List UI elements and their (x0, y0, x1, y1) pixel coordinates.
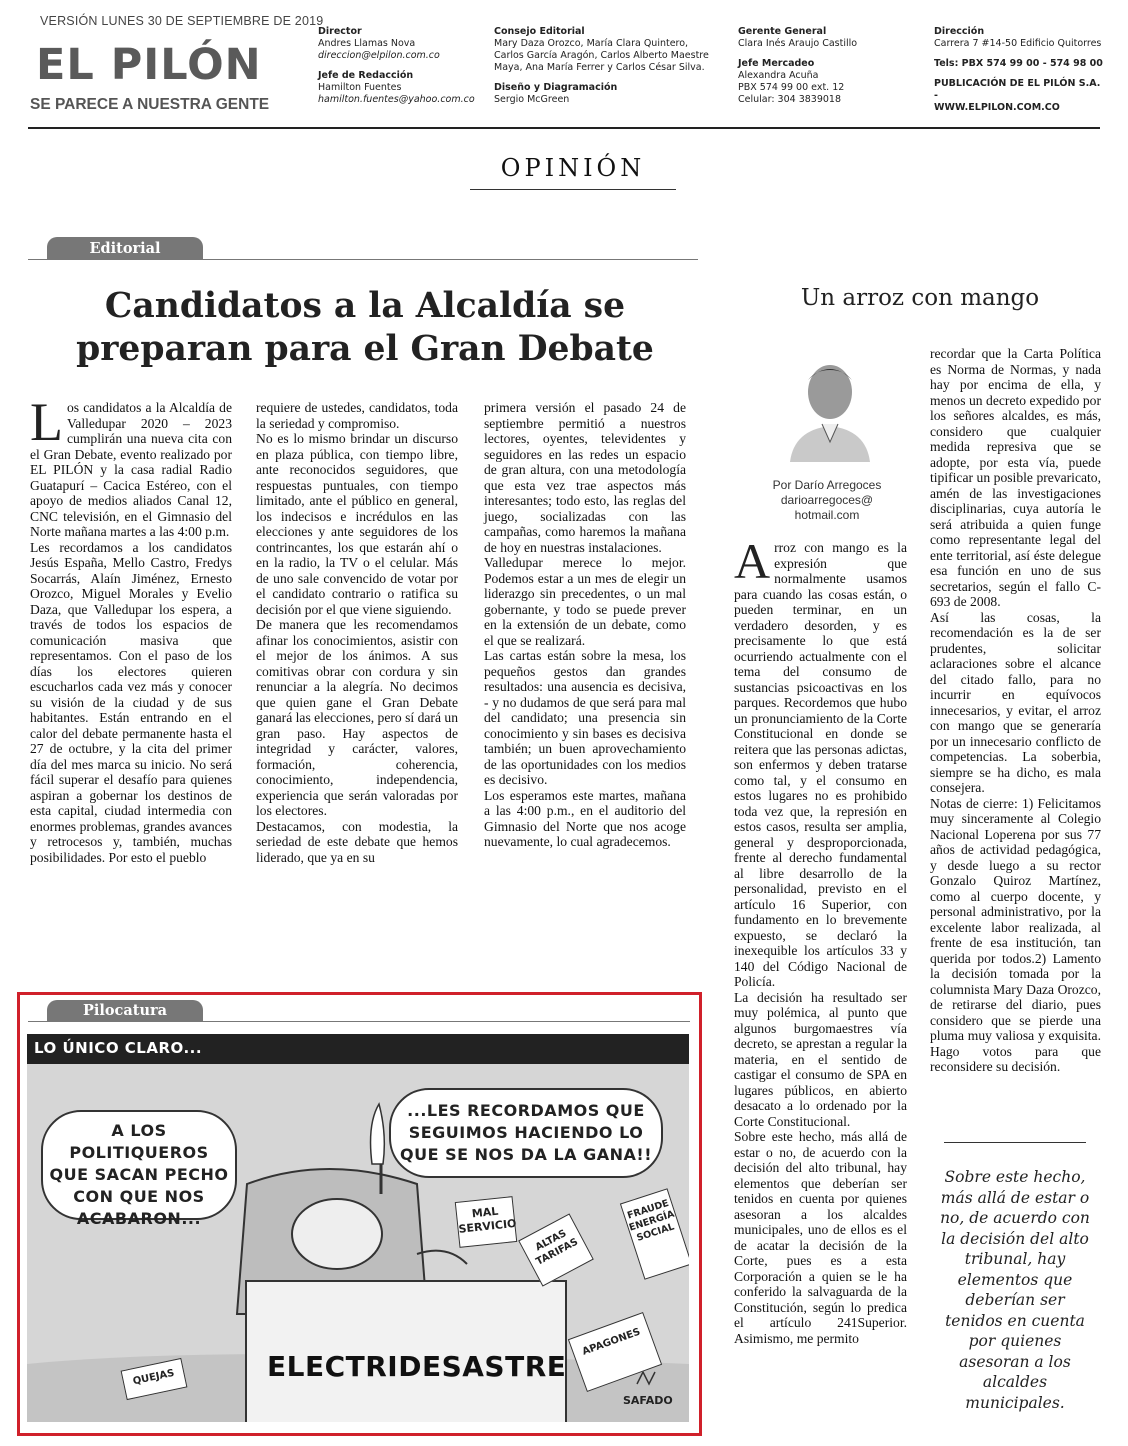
speech-bubble-right (389, 1088, 663, 1178)
section-rule (470, 189, 676, 190)
paper-altas-tarifas: ALTAS TARIFAS (518, 1213, 594, 1286)
editorial-column-1 (30, 392, 232, 865)
bubble-right-line: QUE SE NOS DA LA GANA!! (400, 1145, 652, 1164)
bubble-left-line: QUE SACAN PECHO (49, 1165, 229, 1184)
paper-apagones: APAGONES (568, 1312, 662, 1392)
mercadeo-cel: Celular: 304 3839018 (738, 94, 842, 105)
masthead-rule (28, 127, 1100, 129)
staff-consejo (494, 26, 724, 106)
gerente-title: Gerente General (738, 26, 827, 37)
editorial-paragraph: Valledupar merece lo mejor. Podemos estar a un mes de elegir un liderazgo sin precedentes, o un mal gobernante, y todo se puede prever en la extensión de un debate, como el que se realizará. (484, 555, 686, 648)
editorial-paragraph: requiere de ustedes, candidatos, toda la seriedad y compromiso. (256, 400, 458, 431)
headline-line-2: preparan para el Gran Debate (76, 329, 654, 369)
cartoonist-signature: SAFADO (623, 1394, 673, 1407)
column-paragraph: Notas de cierre: 1) Felicitamos muy sinceramente al Colegio Nacional Loperena por sus 77 años de actividad pedagógica, y desde luego a su rector Gonzalo Quiroz Martínez, como al cuerpo docente, y personal administrativo, por la excelente labor realizada, al frente de esa institución, tan querida por todos.2) Lamento la decisión tomada por la columnista Mary Daza Orozco, de retirarse del diario, pues considero que se pierde una pluma muy valiosa y exquisita. Hago votos para que reconsidere su decisión. (930, 795, 1101, 1074)
mercadeo-title: Jefe Mercadeo (738, 58, 815, 69)
logo-tagline: SE PARECE A NUESTRA GENTE (30, 96, 270, 113)
editorial-paragraph: De manera que les recomendamos afinar los conocimientos, asistir con el mejor de los ánimos. A sus comitivas obrar con cordura y sin renunciar a la alegría. No decimos que quien gane el Gran Debate ganará las elecciones, pero sí dará un gran paso. Hay aspectos de integridad y carácter, valores, formación, coherencia, conocimiento, independencia, experiencia que serán valoradas por los electores. (256, 617, 458, 818)
cartoon-image (27, 1034, 689, 1422)
column-paragraph: Sobre este hecho, más allá de estar o no, de acuerdo con la decisión del alto tribunal, hay elementos que deberían ser tenidos en cuenta por quienes asesoran a los alcaldes municipales, uno de ellos es el de acatar la decisión de la Corte, pues es a esta Corporación a quien se le ha conferido la salvaguarda de la Constitución, según lo predica el artículo 241Superior. Asimismo, me permito (734, 1129, 907, 1346)
editorial-dropcap: L (30, 392, 63, 452)
editorial-paragraph: No es lo mismo brindar un discurso en plaza pública, con tiempo libre, ante reconocidos seguidores, que respuestas puntuales, con tiempo limitado, ante el público en general, los indecisos e incrédulos en las elecciones y ante seguidores de los contrincantes, los que estarán ahí o en la radio, la TV o el celular. Más de uno sale convencido de votar por el candidato contrario o ratifica su decisión por el que viene siguiendo. (256, 431, 458, 617)
bubble-right-line: ...LES RECORDAMOS QUE (407, 1101, 645, 1120)
consejo-line: Carlos García Aragón, Carlos Alberto Maestre (494, 50, 709, 61)
author-name: Por Darío Arregoces (772, 478, 882, 492)
paper-mal-servicio: MAL SERVICIO (455, 1196, 517, 1248)
mercadeo-name: Alexandra Acuña (738, 70, 819, 81)
cartoon-label: Pilocatura (47, 1000, 203, 1021)
author-email-domain: hotmail.com (794, 508, 860, 522)
pull-quote: Sobre este hecho, más allá de estar o no, de acuerdo con la decisión del alto tribunal, hay elementos que deberían ser tenidos en cuenta por quienes asesoran a los alcaldes municipales. (940, 1168, 1090, 1412)
jefe-redaccion-email: hamilton.fuentes@yahoo.com.co (318, 94, 475, 105)
consejo-line: Mary Daza Orozco, María Clara Quintero, (494, 38, 689, 49)
cartoon-desk (245, 1280, 567, 1422)
consejo-title: Consejo Editorial (494, 26, 585, 37)
jefe-redaccion-name: Hamilton Fuentes (318, 82, 402, 93)
direccion-address: Carrera 7 #14-50 Edificio Quitorres (934, 38, 1102, 49)
newspaper-logo: EL PILÓN (36, 40, 262, 90)
mercadeo-pbx: PBX 574 99 00 ext. 12 (738, 82, 845, 93)
column-text-1 (734, 533, 907, 1346)
diseno-title: Diseño y Diagramación (494, 82, 618, 93)
cartoon-banner-text: LO ÚNICO CLARO... (34, 1039, 203, 1057)
bubble-right-line: SEGUIMOS HACIENDO LO (408, 1123, 644, 1142)
editorial-paragraph: Los esperamos este martes, mañana a las 4:00 p.m., en el auditorio del Gimnasio del Norte que nos acoge nuevamente, lo cual agradecemos. (484, 787, 686, 849)
diseno-name: Sergio McGreen (494, 94, 570, 105)
editorial-rule (28, 259, 698, 260)
column-paragraph: La decisión ha resultado ser muy polémica, al punto que algunos burgomaestres vía decreto, se aprestan a regular la materia, en el sentido de castigar el consumo de SPA en lugares públicos, en abierto desacato a lo ordenado por la Corte Constitucional. (734, 989, 907, 1129)
cartoon-rule (28, 1021, 690, 1022)
director-title: Director (318, 26, 362, 37)
direccion-tels: Tels: PBX 574 99 00 - 574 98 00 (934, 58, 1103, 69)
author-email: darioarregoces@ (780, 493, 874, 507)
staff-gerencia (738, 26, 918, 106)
pull-quote-rule (944, 1142, 1086, 1143)
cartoon-banner (27, 1034, 689, 1064)
editorial-paragraph: Les recordamos a los candidatos Jesús España, Mello Castro, Fredys Socarrás, Alaín Jiménez, Ernesto Orozco, Miguel Morales y Evelio Daza, que Valledupar los espera, a través de todos los espacios de comunicación masiva que representamos. Con el paso de los días los electores quieren escucharlos cada vez más y conocer su visión de la ciudad y de sus habitantes. Están entrando en el calor del debate permanente hasta el 27 de octubre, y la cita del primer día del mes marca su inicio. No será fácil superar el desafío para quienes aspiran a gobernar los destinos de esta capital, ciudad intermedia con enormes problemas, grandes avances y retrocesos y, también, muchas posibilidades. Por esto el pueblo (30, 539, 232, 865)
edition-date: VERSIÓN LUNES 30 DE SEPTIEMBRE DE 2019 (40, 14, 324, 28)
staff-direccion (934, 26, 1104, 114)
editorial-paragraph: Las cartas están sobre la mesa, los pequeños gestos dan grandes resultados: una ausencia es decisiva, - y no dudamos de que será para mal del candidato; una presencia sin conocimiento y sin bases es decisiva también; un buen aprovechamiento de las oportunidades con los medios es decisivo. (484, 648, 686, 787)
column-dropcap: A (734, 533, 771, 589)
column-title: Un arroz con mango (800, 285, 1040, 311)
editorial-column-2 (256, 400, 458, 865)
consejo-line: Maya, Ana María Ferrer y Carlos César Silva. (494, 62, 705, 73)
publicacion-line: PUBLICACIÓN DE EL PILÓN S.A. - (934, 78, 1101, 101)
column-paragraph: Arroz con mango es la expresión que normalmente usamos para cuando las cosas están, o pueden terminar, en un verdadero desorden, y es precisamente lo que está ocurriendo actualmente con el tema del consumo de sustancias psicoactivas en los parques. Recordemos que hubo un pronunciamiento de la Corte Constitucional en donde se reitera que las personas adictas, son enfermos y deben tratarse como tal, y el consumo en estos lugares no es prohibido toda vez que, la represión en estos casos, resulta ser amplia, general y desproporcionada, frente al derecho fundamental al libre desarrollo de la personalidad, previsto en el artículo 16 Superior, con fundamento en lo brevemente expuesto, se declaró la inexequible los artículos 33 y 140 del Código Nacional de Policía. (734, 533, 907, 989)
author-photo (784, 352, 876, 462)
column-paragraph: recordar que la Carta Política es Norma de Normas, y nada hay por encima de ella, y menos un decreto expedido por los señores alcaldes, es más, considero que cualquier medida represiva que se adopte, por esta vía, puede tipificar un posible prevaricato, amén de las investigaciones disciplinarias, cuya autoría le será atribuida a quien funge como representante legal del ente territorial, así éste delegue esa función en uno de sus secretarios, según el fallo C- 693 de 2008. (930, 346, 1101, 609)
staff-director (318, 26, 488, 106)
editorial-headline (30, 285, 700, 371)
editorial-paragraph: primera versión el pasado 24 de septiembre permitió a nuestros lectores, oyentes, televidentes y seguidores en las redes un espacio de gran altura, con una metodología que esta vez trae aspectos más interesantes; todo esto, las reglas del juego, socializadas con las campañas, como haremos la mañana de hoy en nuestras instalaciones. (484, 400, 686, 555)
paper-fraude-energia: FRAUDE ENERGÍA SOCIAL (620, 1188, 689, 1280)
bubble-left-line: A LOS POLITIQUEROS (69, 1121, 209, 1162)
column-text-2 (930, 346, 1101, 1075)
column-paragraph: Así las cosas, la recomendación es la de ser prudentes, solicitar aclaraciones sobre el alcance del citado fallo, para no incurrir en equívocos innecesarios, y evitar, el arroz con mango que se generaría por un innecesario conflicto de competencias. La soberbia, siempre se ha dicho, es mala consejera. (930, 609, 1101, 795)
direccion-title: Dirección (934, 26, 985, 37)
editorial-paragraph: Los candidatos a la Alcaldía de Valledupar 2020 – 2023 cumplirán una nueva cita con el Gran Debate, evento realizado por EL PILÓN y la casa radial Radio Guatapurí – Cacica Estéreo, con el apoyo de medios aliados Canal 12, CNC televisión, en el Gimnasio del Norte mañana martes a las 4:00 p.m. (30, 392, 232, 539)
desk-label: ELECTRIDESASTRE (267, 1350, 567, 1383)
author-byline (742, 478, 912, 523)
editorial-paragraph: Destacamos, con modestia, la seriedad de este debate que hemos liderado, que ya en su (256, 818, 458, 865)
director-email: direccion@elpilon.com.co (318, 50, 440, 61)
bubble-left-line: CON QUE NOS (73, 1187, 205, 1206)
section-title: OPINIÓN (500, 154, 646, 182)
jefe-redaccion-title: Jefe de Redacción (318, 70, 414, 81)
gerente-name: Clara Inés Araujo Castillo (738, 38, 858, 49)
headline-line-1: Candidatos a la Alcaldía se (104, 286, 626, 326)
bubble-left-line: ACABARON... (76, 1209, 202, 1228)
editorial-column-3 (484, 400, 686, 850)
paper-quejas: QUEJAS (121, 1358, 188, 1400)
director-name: Andres Llamas Nova (318, 38, 416, 49)
publicacion-url: WWW.ELPILON.COM.CO (934, 102, 1060, 113)
editorial-label: Editorial (47, 237, 203, 259)
speech-bubble-left (41, 1110, 237, 1228)
